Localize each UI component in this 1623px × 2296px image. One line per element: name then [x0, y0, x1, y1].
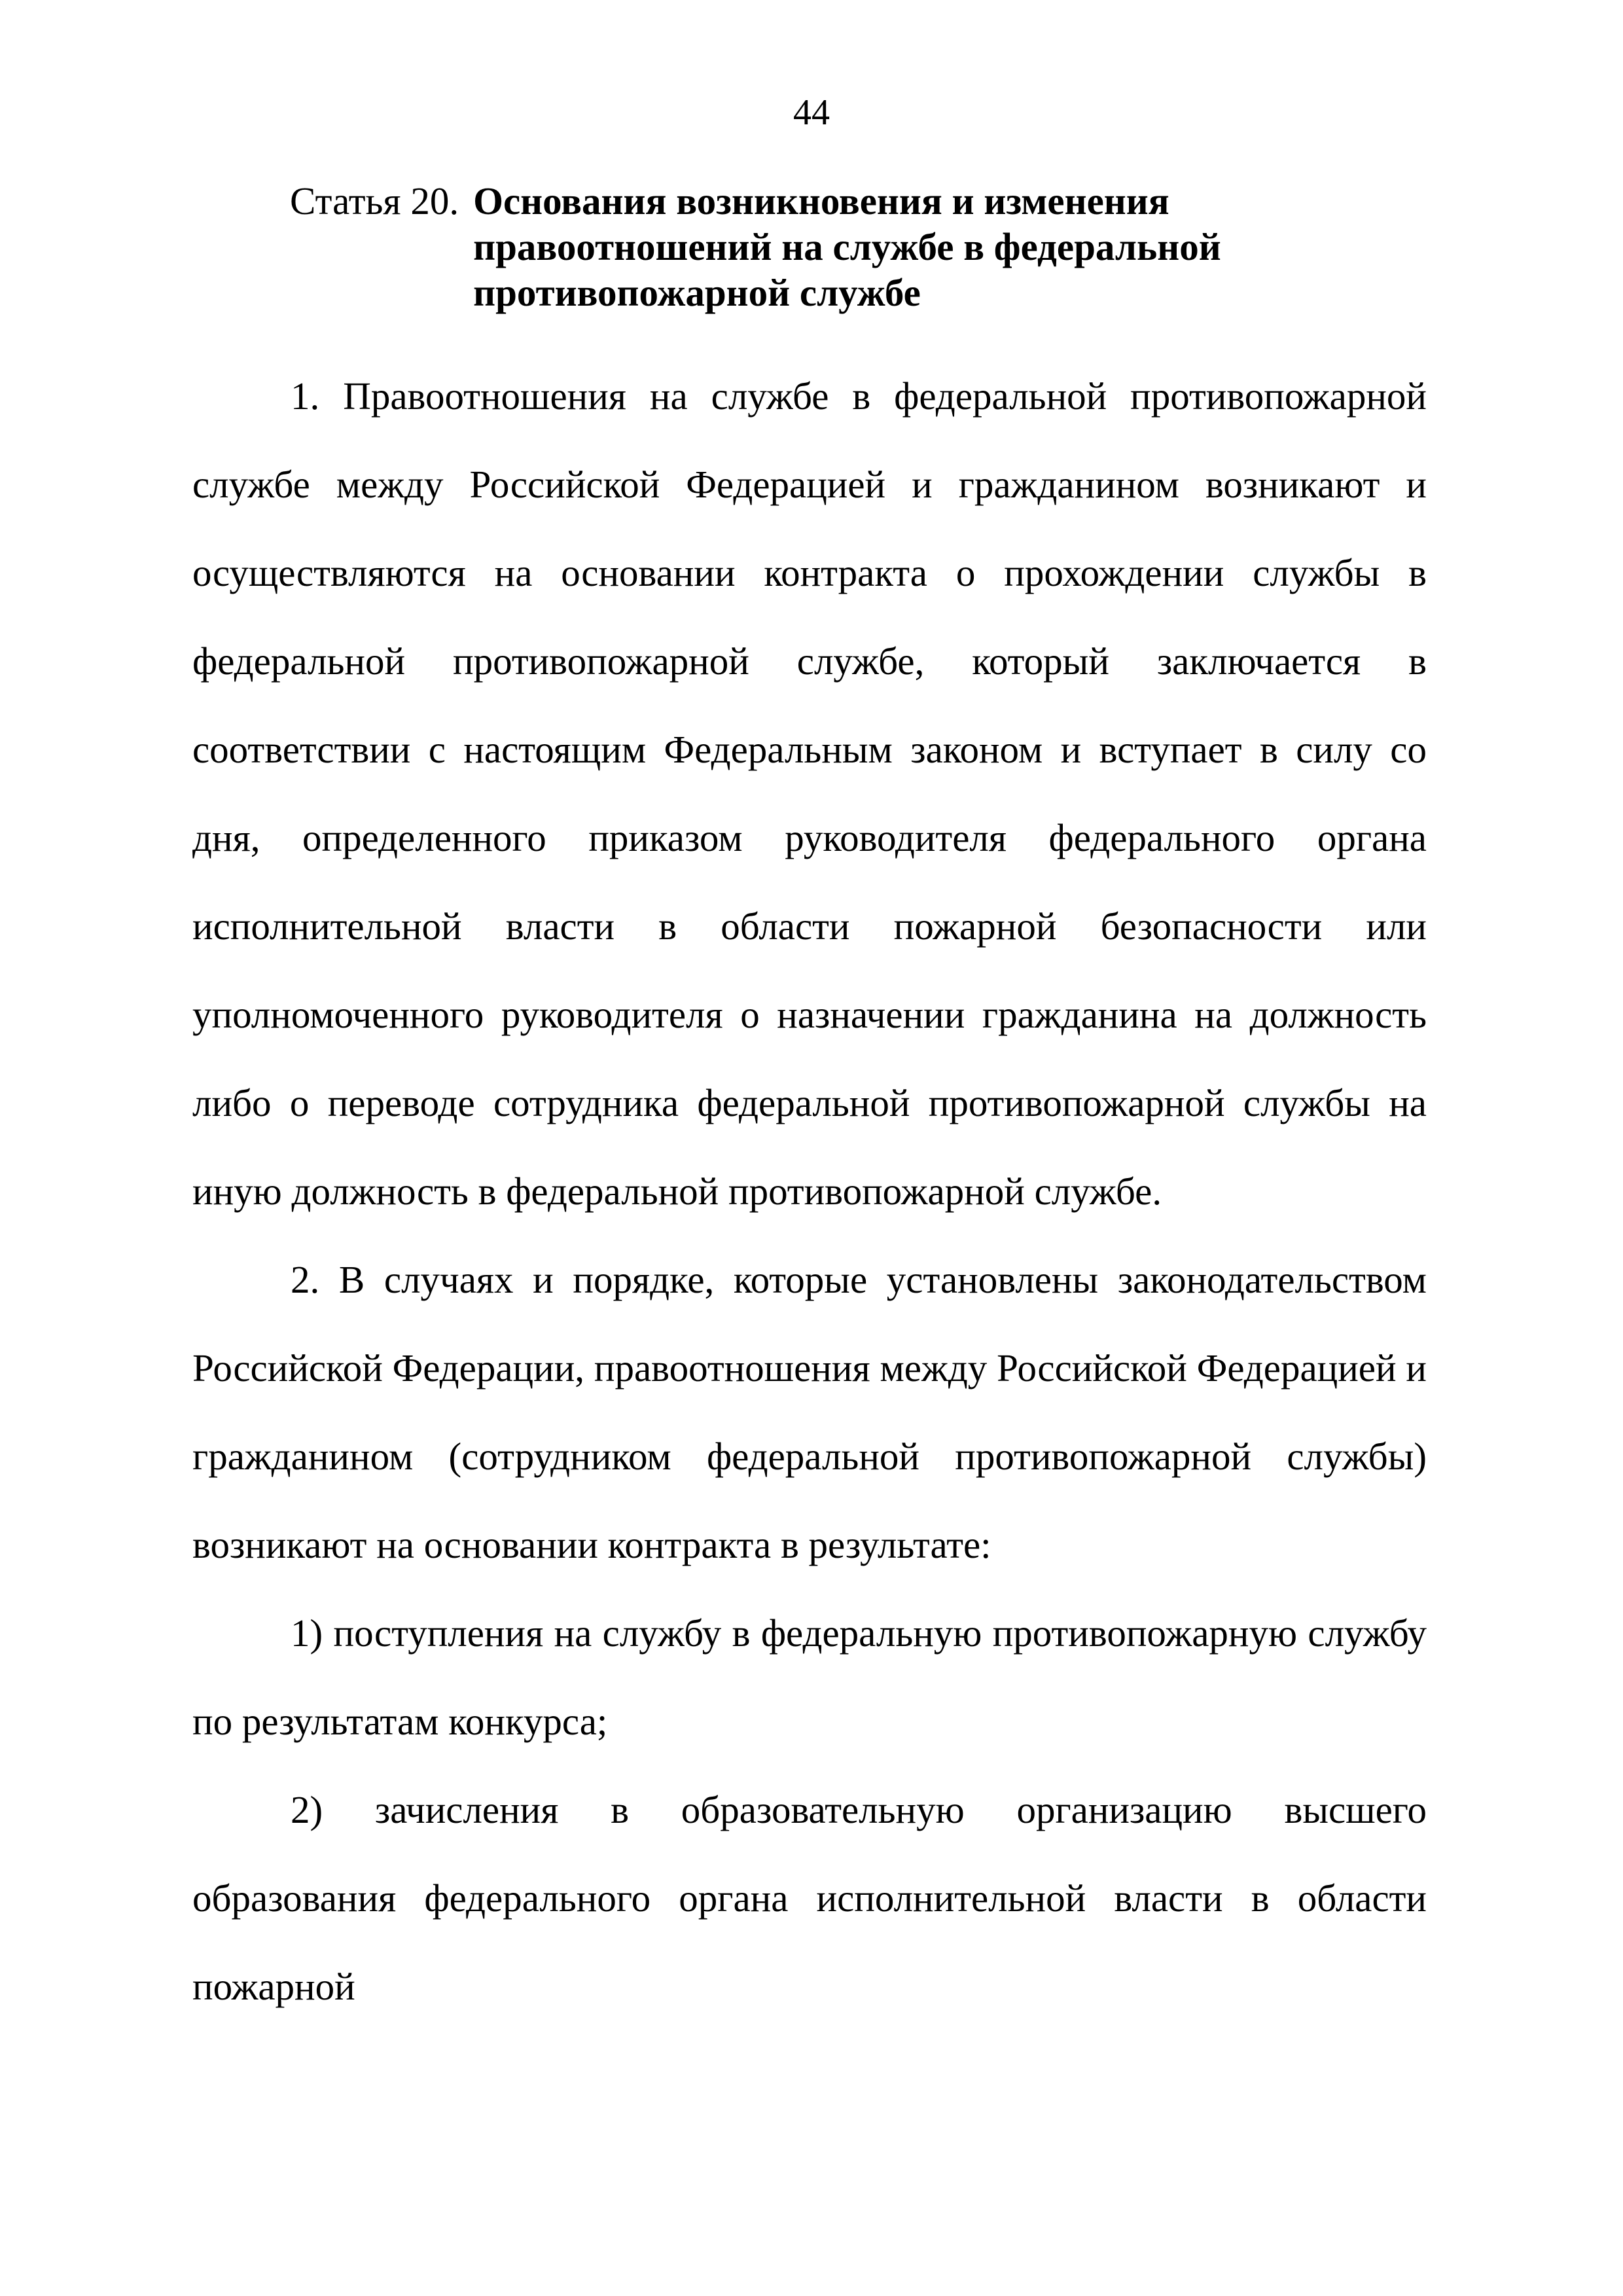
- list-item-2: 2) зачисления в образовательную организацию высшего образования федерального органа исполнительной власти в области пожарной: [192, 1788, 1427, 2008]
- paragraph-2: 2. В случаях и порядке, которые установлены законодательством Российской Федерации, правоотношения между Российской Федерацией и гражданином (сотрудником федеральной противопожарной службы) возникают на основании контракта в результате:: [192, 1258, 1427, 1566]
- article-title: Основания возникновения и изменения правоотношений на службе в федеральной противопожарной службе: [473, 179, 1221, 314]
- list-item-1: 1) поступления на службу в федеральную противопожарную службу по результатам конкурса;: [192, 1611, 1427, 1743]
- paragraph-1: 1. Правоотношения на службе в федеральной противопожарной службе между Российской Федерацией и гражданином возникают и осуществляются на основании контракта о прохождении службы в федеральной противопожарной службе, который заключается в соответствии с настоящим Федеральным законом и вступает в силу со дня, определенного приказом руководителя федерального органа исполнительной власти в области пожарной безопасности или уполномоченного руководителя о назначении гражданина на должность либо о переводе сотрудника федеральной противопожарной службы на иную должность в федеральной противопожарной службе.: [192, 374, 1427, 1213]
- article-body: [192, 352, 1427, 2031]
- page-number: 44: [793, 92, 830, 133]
- article-label: Статья 20.: [290, 179, 459, 223]
- article-heading: [290, 178, 1402, 315]
